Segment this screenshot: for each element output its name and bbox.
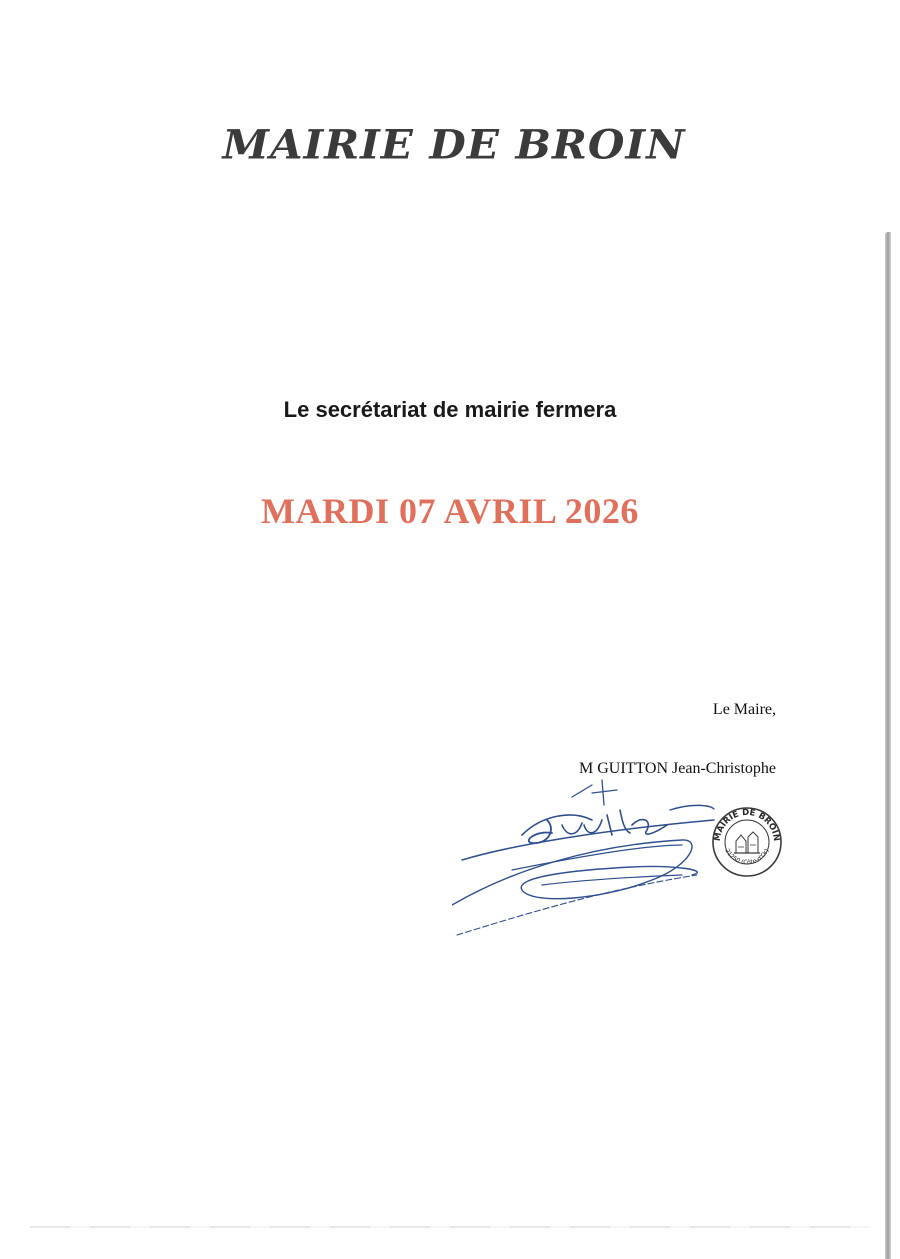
seal-subtext: 21250 (Côte-d'Or)	[723, 847, 771, 867]
scan-bottom-artifact	[30, 1226, 870, 1228]
mairie-seal-stamp	[710, 805, 784, 879]
page-title: MAIRIE DE BROIN	[222, 121, 686, 168]
signatory-name: M GUITTON Jean-Christophe	[578, 760, 776, 777]
page-edge-shadow	[885, 232, 891, 1259]
signatory-role: Le Maire,	[712, 701, 776, 718]
seal-text: MAIRIE DE BROIN	[712, 807, 782, 842]
handwritten-signature	[452, 775, 722, 945]
svg-text:MAIRIE DE BROIN	[713, 808, 781, 842]
notice-text: Le secrétariat de mairie fermera	[283, 397, 617, 422]
closing-date: MARDI 07 AVRIL 2026	[261, 491, 639, 531]
svg-text:21250 (Côte-d'Or)	[723, 848, 770, 867]
